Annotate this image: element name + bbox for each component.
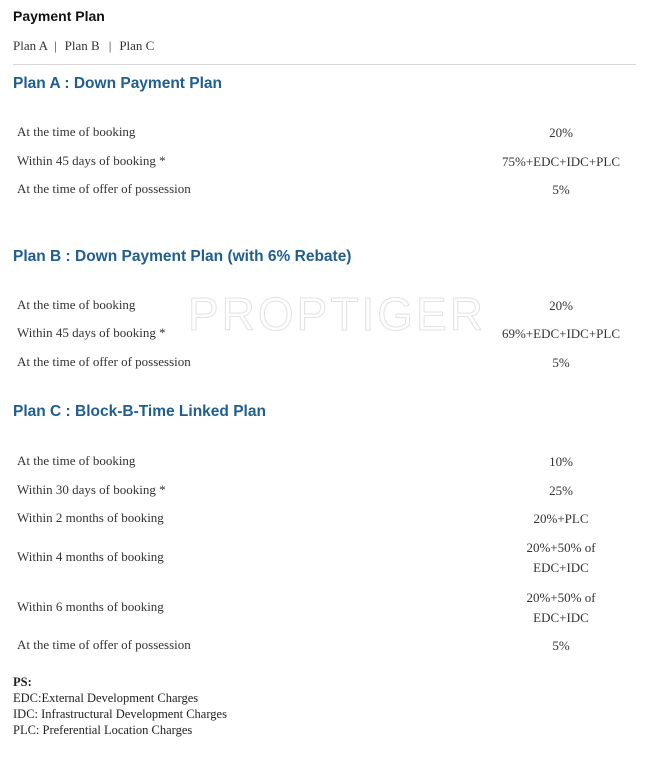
plan-c-link[interactable]: Plan C	[119, 38, 155, 53]
row-label: Within 45 days of booking *	[17, 153, 166, 168]
row-value-line2: EDC+IDC	[533, 560, 589, 575]
plan-a-link[interactable]: Plan A	[13, 38, 49, 53]
plan-nav	[13, 38, 154, 54]
row-label: Within 45 days of booking *	[17, 325, 166, 340]
row-label: At the time of offer of possession	[17, 181, 191, 196]
row-label: Within 4 months of booking	[17, 549, 164, 564]
plan-c-heading: Plan C : Block-B-Time Linked Plan	[13, 403, 266, 420]
row-value-line1: 20%+50% of	[526, 540, 596, 555]
nav-separator: |	[54, 38, 57, 53]
ps-label: PS:	[13, 675, 32, 689]
row-value: 5%	[552, 638, 570, 653]
page-title: Payment Plan	[13, 8, 105, 24]
row-value-line2: EDC+IDC	[533, 610, 589, 625]
divider	[13, 64, 636, 65]
row-value: 20%	[549, 298, 573, 313]
row-value: 20%+PLC	[533, 511, 589, 526]
row-value: 20%	[549, 125, 573, 140]
row-value: 5%	[552, 355, 570, 370]
row-value: 75%+EDC+IDC+PLC	[501, 154, 621, 169]
row-value: 10%	[549, 454, 573, 469]
plan-b-link[interactable]: Plan B	[64, 38, 100, 53]
row-label: At the time of offer of possession	[17, 637, 191, 652]
note-line: EDC:External Development Charges	[13, 691, 199, 705]
watermark-logo: PROPTIGER	[188, 288, 486, 340]
note-line: PLC: Preferential Location Charges	[13, 723, 193, 737]
row-label: Within 2 months of booking	[17, 510, 164, 525]
nav-separator: |	[108, 38, 112, 53]
note-line: IDC: Infrastructural Development Charges	[13, 707, 227, 721]
row-value: 5%	[552, 182, 570, 197]
row-value-line1: 20%+50% of	[526, 590, 596, 605]
row-label: At the time of booking	[17, 297, 136, 312]
row-label: Within 30 days of booking *	[17, 482, 166, 497]
plan-b-heading: Plan B : Down Payment Plan (with 6% Rebate)	[13, 248, 352, 265]
plan-a-heading: Plan A : Down Payment Plan	[13, 75, 223, 92]
row-label: At the time of booking	[17, 124, 136, 139]
row-label: At the time of booking	[17, 453, 136, 468]
row-value: 69%+EDC+IDC+PLC	[501, 326, 621, 341]
row-value: 25%	[549, 483, 573, 498]
row-label: At the time of offer of possession	[17, 354, 191, 369]
row-label: Within 6 months of booking	[17, 599, 164, 614]
notes-section	[13, 674, 227, 738]
